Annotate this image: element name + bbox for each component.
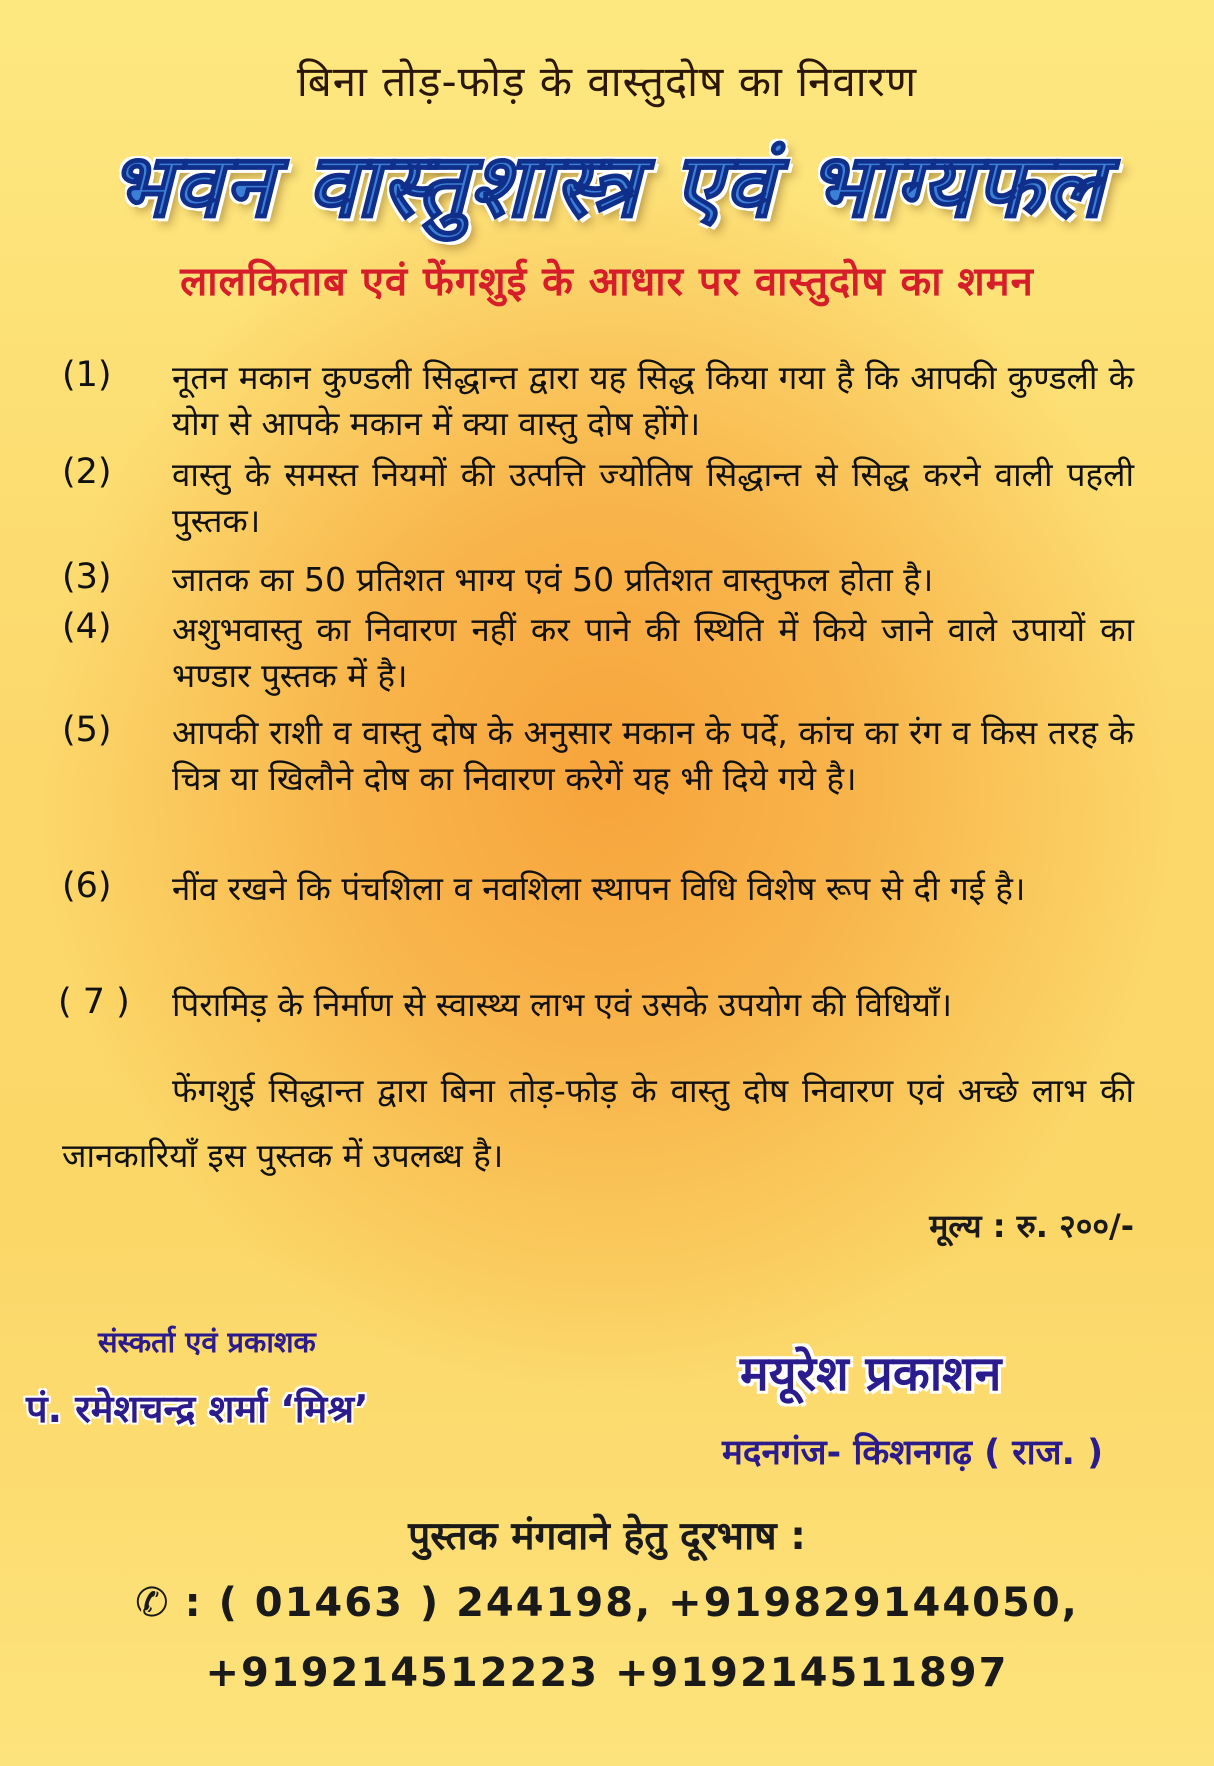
- item-text: अशुभवास्तु का निवारण नहीं कर पाने की स्थिति में किये जाने वाले उपायों का भण्डार पुस्तक में है।: [172, 610, 1134, 695]
- item-number: (5): [62, 710, 112, 750]
- editor-role: संस्कर्ता एवं प्रकाशक: [98, 1325, 316, 1359]
- item-number: ( 7 ): [58, 982, 130, 1022]
- item-number: (2): [62, 452, 112, 492]
- order-phone-title: पुस्तक मंगवाने हेतु दूरभाष :: [408, 1514, 806, 1559]
- item-number: (3): [62, 557, 112, 597]
- phone-line-1: [0, 1580, 1214, 1626]
- item-text: वास्तु के समस्त नियमों की उत्पत्ति ज्योतिष सिद्धान्त से सिद्ध करने वाली पहली पुस्तक।: [172, 455, 1134, 540]
- editor-name: पं. रमेशचन्द्र शर्मा ‘मिश्र’: [26, 1387, 369, 1431]
- item-number: (1): [62, 355, 112, 395]
- top-tagline: बिना तोड़-फोड़ के वास्तुदोष का निवारण: [296, 57, 918, 106]
- item-text: आपकी राशी व वास्तु दोष के अनुसार मकान के पर्दे, कांच का रंग व किस तरह के चित्र या खिलौने दोष का निवारण करेगें यह भी दिये गये है।: [172, 713, 1134, 798]
- item-text: नींव रखने कि पंचशिला व नवशिला स्थापन विधि विशेष रूप से दी गई है।: [172, 869, 1026, 908]
- item-text: पिरामिड़ के निर्माण से स्वास्थ्य लाभ एवं उसके उपयोग की विधियाँ।: [172, 985, 952, 1024]
- price-label: मूल्य : रु. २००/-: [929, 1207, 1134, 1245]
- book-subtitle: लालकिताब एवं फेंगशुई के आधार पर वास्तुदोष का शमन: [180, 259, 1034, 305]
- phone-numbers-2: +919214512223 +919214511897: [205, 1650, 1009, 1696]
- item-text: नूतन मकान कुण्डली सिद्धान्त द्वारा यह सिद्ध किया गया है कि आपकी कुण्डली के योग से आपके मकान में क्या वास्तु दोष होंगे।: [172, 358, 1134, 443]
- book-title: भवन वास्तुशास्त्र एवं भाग्यफल: [108, 133, 1106, 237]
- publisher-place: मदनगंज- किशनगढ़ ( राज. ): [722, 1433, 1104, 1473]
- summary-paragraph: फेंगशुई सिद्धान्त द्वारा बिना तोड़-फोड़ के वास्तु दोष निवारण एवं अच्छे लाभ की जानकारियाँ इस पुस्तक में उपलब्ध है।: [62, 1071, 1134, 1175]
- phone-icon: ✆: [135, 1580, 171, 1626]
- item-number: (6): [62, 866, 112, 906]
- phone-numbers-1: : ( 01463 ) 244198, +919829144050,: [184, 1580, 1079, 1626]
- item-number: (4): [62, 607, 112, 647]
- publisher-name: मयूरेश प्रकाशन: [740, 1346, 1002, 1402]
- item-text: जातक का 50 प्रतिशत भाग्य एवं 50 प्रतिशत वास्तुफल होता है।: [172, 560, 934, 599]
